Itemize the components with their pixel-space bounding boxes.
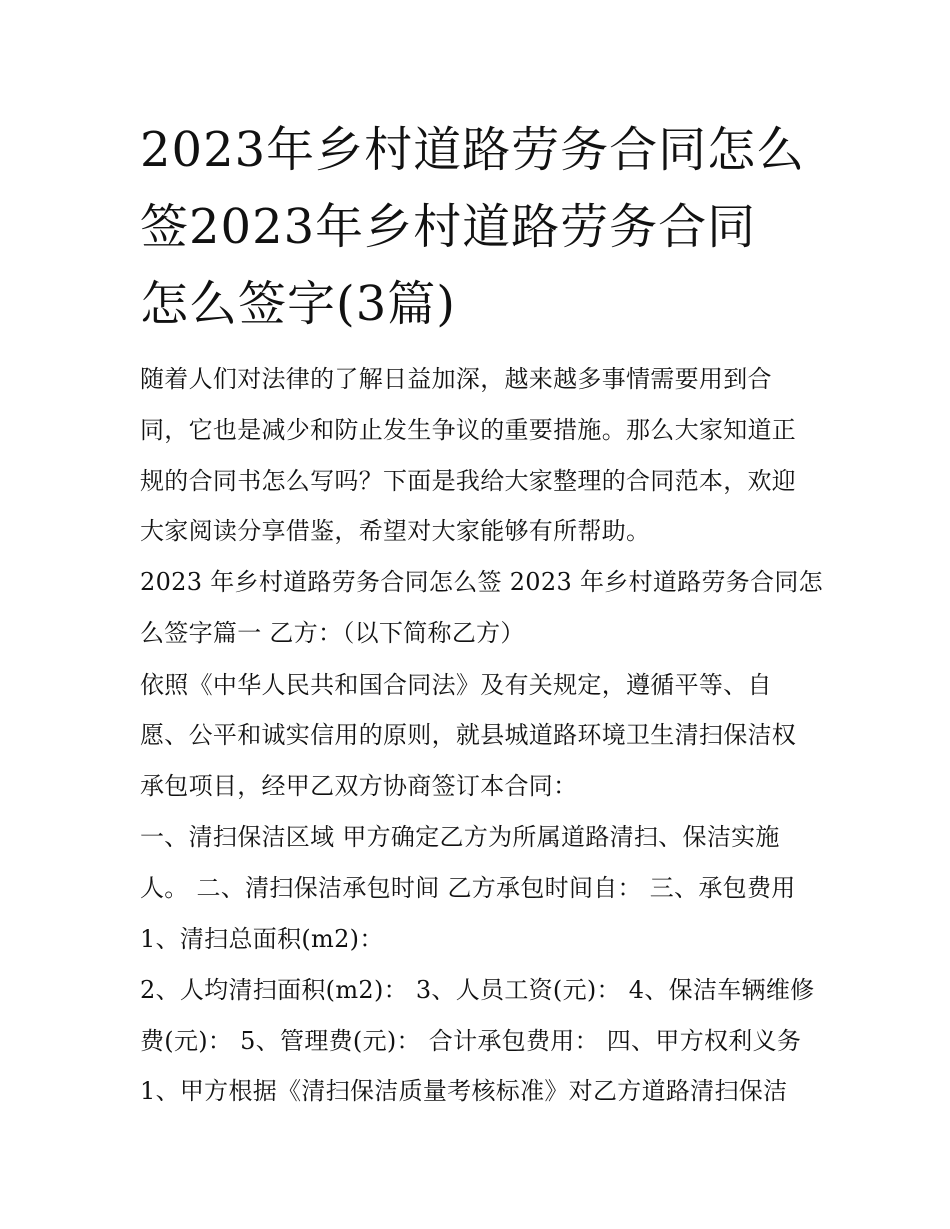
- body-line: 大家阅读分享借鉴，希望对大家能够有所帮助。: [140, 517, 651, 545]
- body-line: 规的合同书怎么写吗？下面是我给大家整理的合同范本，欢迎: [140, 467, 797, 495]
- document-title: [140, 112, 820, 343]
- body-line: 依照《中华人民共和国合同法》及有关规定，遵循平等、自: [140, 671, 772, 699]
- title-line-3: 怎么签字(3篇): [140, 276, 456, 332]
- body-line: 随着人们对法律的了解日益加深，越来越多事情需要用到合: [140, 365, 772, 393]
- body-line: 人。 二、清扫保洁承包时间 乙方承包时间自： 三、承包费用: [140, 874, 796, 902]
- title-line-1: 2023年乡村道路劳务合同怎么: [140, 122, 806, 178]
- body-line: 一、清扫保洁区域 甲方确定乙方为所属道路清扫、保洁实施: [140, 823, 780, 851]
- body-line: 同，它也是减少和防止发生争议的重要措施。那么大家知道正: [140, 416, 797, 444]
- body-line: 2、人均清扫面积(m2)： 3、人员工资(元)： 4、保洁车辆维修: [140, 976, 815, 1004]
- body-line: 1、甲方根据《清扫保洁质量考核标准》对乙方道路清扫保洁: [140, 1077, 788, 1105]
- body-line: 1、清扫总面积(m2)：: [140, 925, 384, 953]
- body-line: 么签字篇一 乙方：（以下简称乙方）: [140, 619, 525, 647]
- body-line: 承包项目，经甲乙双方协商签订本合同：: [140, 772, 578, 800]
- title-line-2: 签2023年乡村道路劳务合同: [140, 199, 757, 255]
- body-line: 2023 年乡村道路劳务合同怎么签 2023 年乡村道路劳务合同怎: [140, 568, 823, 596]
- body-line: 费(元)： 5、管理费(元)： 合计承包费用： 四、甲方权利义务: [140, 1027, 802, 1055]
- body-line: 愿、公平和诚实信用的原则，就县城道路环境卫生清扫保洁权: [140, 721, 797, 749]
